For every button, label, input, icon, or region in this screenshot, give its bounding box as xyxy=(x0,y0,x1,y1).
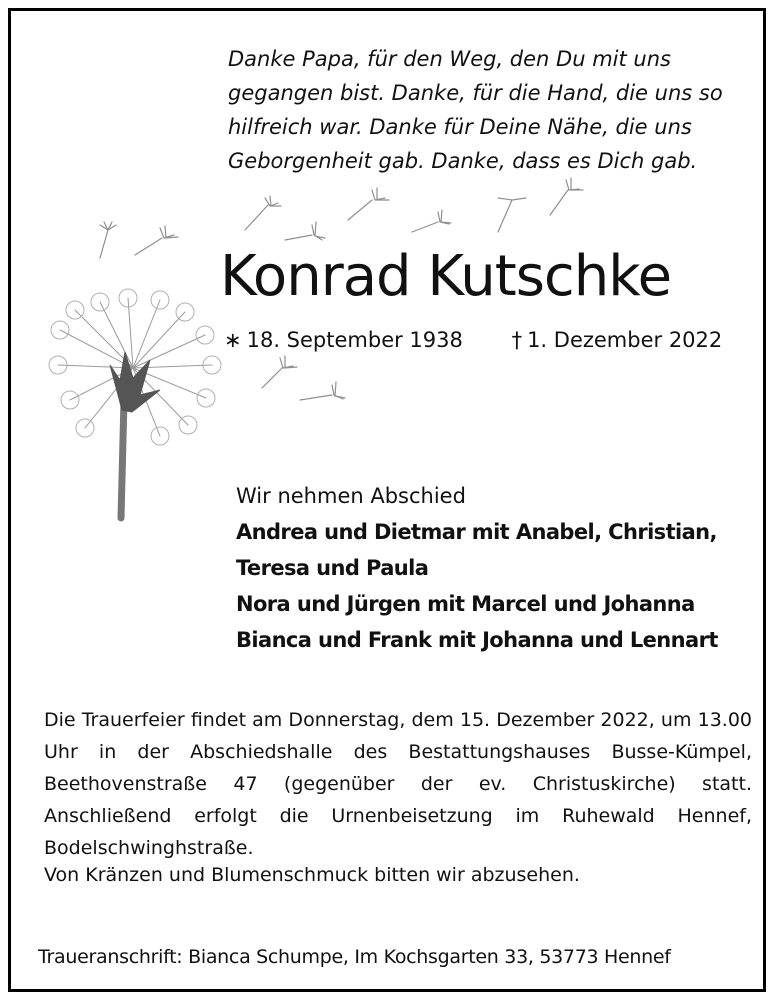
mourning-address: Traueranschrift: Bianca Schumpe, Im Kochsgarten 33, 53773 Hennef xyxy=(38,946,671,968)
birth-symbol: ∗ xyxy=(224,328,242,352)
mourner-line: Bianca und Frank mit Johanna und Lennart xyxy=(236,628,718,652)
death-symbol: † xyxy=(511,328,523,352)
quote-line: gegangen bist. Danke, für die Hand, die uns so xyxy=(228,81,723,105)
mourner-line: Andrea und Dietmar mit Anabel, Christian, xyxy=(236,520,717,544)
mourner-line: Nora und Jürgen mit Marcel und Johanna xyxy=(236,592,695,616)
service-info: Die Trauerfeier findet am Donnerstag, dem 15. Dezember 2022, um 13.00 Uhr in der Abschiedshalle des Bestattungshauses Busse-Kümpel, Beethovenstraße 47 (gegenüber der ev. Christuskirche) statt. Anschließend erfolgt die Urnenbeisetzung im Ruhewald Hennef, Bodelschwinghstraße. xyxy=(44,709,752,859)
deceased-name: Konrad Kutschke xyxy=(220,244,672,309)
life-dates xyxy=(224,328,722,352)
mourners-block xyxy=(236,478,718,658)
birth-date: 18. September 1938 xyxy=(246,328,463,352)
death-date: 1. Dezember 2022 xyxy=(527,328,723,352)
mourners-intro: Wir nehmen Abschied xyxy=(236,484,466,508)
quote-line: Danke Papa, für den Weg, den Du mit uns xyxy=(228,47,671,71)
quote-line: hilfreich war. Danke für Deine Nähe, die uns xyxy=(228,115,692,139)
quote-line: Geborgenheit gab. Danke, dass es Dich gab. xyxy=(228,149,698,173)
quote-block xyxy=(228,42,738,178)
flowers-note: Von Kränzen und Blumenschmuck bitten wir abzusehen. xyxy=(44,864,580,886)
mourner-line: Teresa und Paula xyxy=(236,556,429,580)
